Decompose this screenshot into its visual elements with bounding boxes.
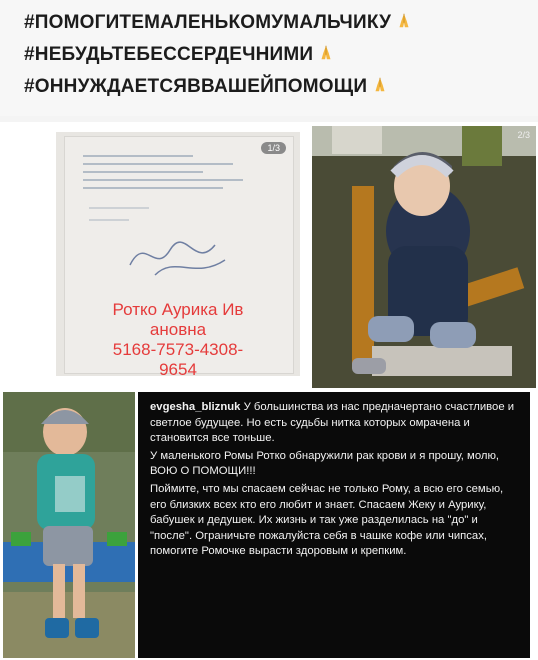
boy-on-bench-photo[interactable] bbox=[312, 126, 536, 388]
photo-counter: 1/3 bbox=[261, 142, 286, 154]
hashtag-header bbox=[0, 0, 538, 116]
hashtag-text: #ПОМОГИТЕМАЛЕНЬКОМУМАЛЬЧИКУ bbox=[24, 12, 392, 33]
boy-on-bench-illustration bbox=[312, 126, 536, 388]
hashtag-text: #ОННУЖДАЕТСЯВВАШЕЙПОМОЩИ bbox=[24, 76, 368, 97]
hashtag-3[interactable] bbox=[24, 76, 389, 98]
caption-panel bbox=[138, 392, 530, 658]
document-photo[interactable] bbox=[56, 132, 300, 376]
folded-hands-icon bbox=[317, 44, 335, 62]
card-number-line-1: 5168-7573-4308- bbox=[112, 340, 244, 359]
username[interactable]: evgesha_bliznuk bbox=[150, 401, 241, 413]
hashtag-2[interactable] bbox=[24, 44, 335, 66]
boy-green-shirt-illustration bbox=[3, 392, 135, 658]
caption-paragraph-2: У маленького Ромы Ротко обнаружили рак крови и я прошу, молю, ВОЮ О ПОМОЩИ!!! bbox=[150, 449, 500, 478]
hashtag-1[interactable] bbox=[24, 12, 413, 34]
photo-counter: 2/3 bbox=[517, 130, 530, 140]
card-number-line-2: 9654 bbox=[159, 360, 197, 376]
card-holder-line-2: ановна bbox=[149, 320, 207, 339]
folded-hands-icon bbox=[371, 76, 389, 94]
hashtag-text: #НЕБУДЬТЕБЕССЕРДЕЧНИМИ bbox=[24, 44, 314, 65]
caption-text bbox=[150, 400, 522, 562]
boy-green-shirt-photo[interactable] bbox=[3, 392, 135, 658]
signature-scribble bbox=[125, 225, 235, 285]
card-holder-line-1: Ротко Аурика Ив bbox=[112, 300, 244, 319]
caption-paragraph-3: Поймите, что мы спасаем сейчас не только Рому, а всю его семью, его близких всех кто его любит и знает. Спасаем Жеку и Аурику, бабушек и дедушек. Их жизнь и так уже разделилась на "до" и "после". Ограничьте пожалуйста себя в чашке кофе или чипсах, помогите Ромочке вырасти здоровым и крепким. bbox=[150, 482, 504, 558]
folded-hands-icon bbox=[395, 12, 413, 30]
caption-paragraph-1: У большинства из нас предначертано счастливое и светлое будущее. Но есть судьбы нитка которых омрачена и становится все тоньше. bbox=[150, 401, 515, 445]
photo-collage bbox=[0, 122, 538, 660]
